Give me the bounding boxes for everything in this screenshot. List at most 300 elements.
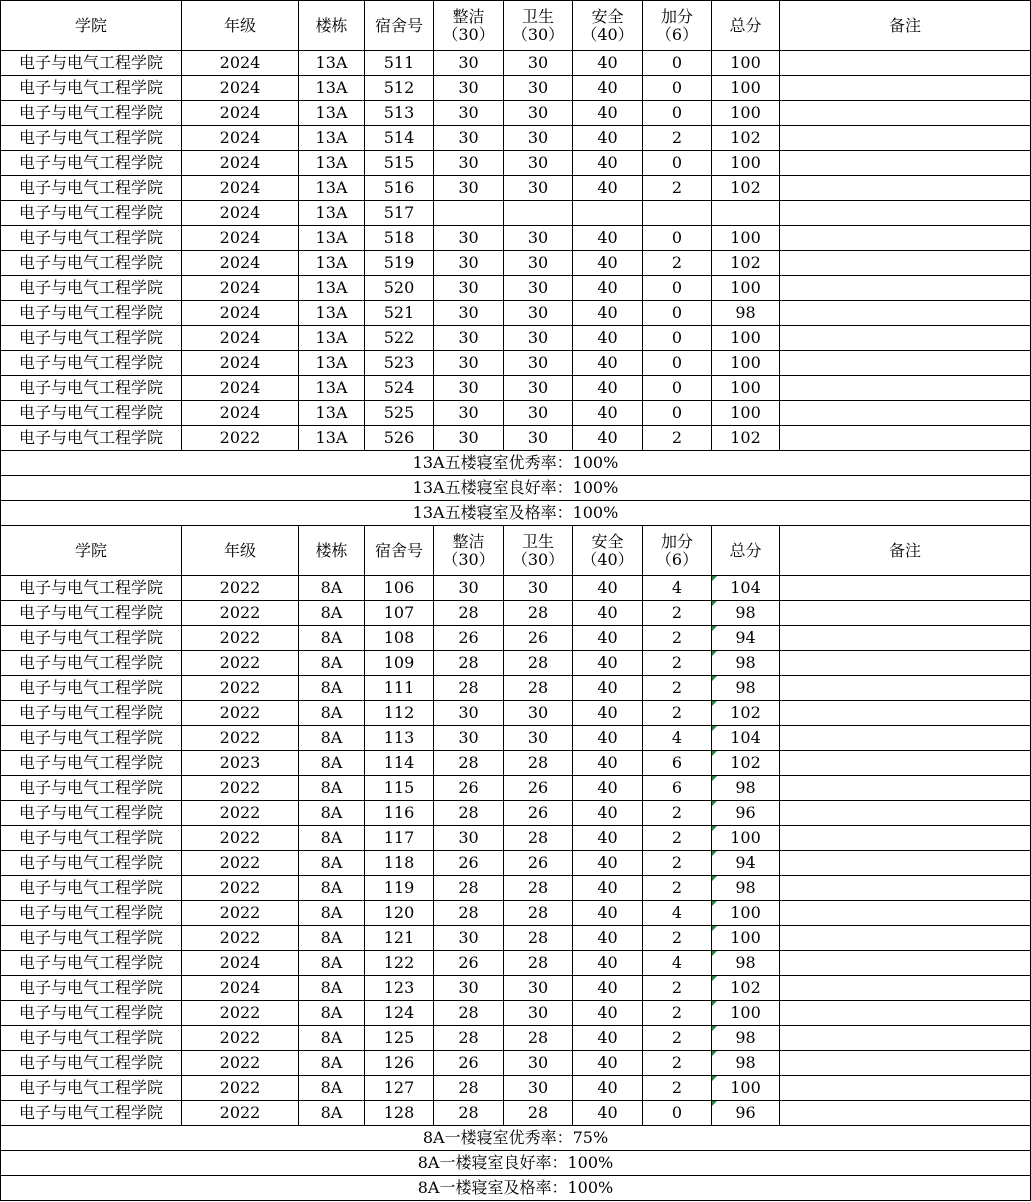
total-cell[interactable]: 102	[712, 126, 780, 151]
college-cell[interactable]: 电子与电气工程学院	[1, 401, 182, 426]
safety-cell[interactable]: 40	[573, 1076, 643, 1101]
grade-cell[interactable]: 2022	[182, 701, 299, 726]
building-cell[interactable]: 13A	[299, 151, 365, 176]
total-cell[interactable]: 96	[712, 1101, 780, 1126]
hygiene-cell[interactable]: 26	[504, 851, 573, 876]
room-cell[interactable]: 116	[365, 801, 434, 826]
tidy-cell[interactable]: 30	[434, 151, 504, 176]
hygiene-cell[interactable]: 28	[504, 751, 573, 776]
college-cell[interactable]: 电子与电气工程学院	[1, 826, 182, 851]
tidy-cell[interactable]: 30	[434, 401, 504, 426]
college-cell[interactable]: 电子与电气工程学院	[1, 176, 182, 201]
summary-cell[interactable]: 13A五楼寝室良好率：100%	[1, 476, 1031, 501]
grade-cell[interactable]: 2024	[182, 301, 299, 326]
header-tidy[interactable]	[434, 1, 504, 51]
building-cell[interactable]: 8A	[299, 1001, 365, 1026]
grade-cell[interactable]: 2022	[182, 1101, 299, 1126]
building-cell[interactable]: 8A	[299, 1026, 365, 1051]
hygiene-cell[interactable]: 30	[504, 326, 573, 351]
college-cell[interactable]: 电子与电气工程学院	[1, 1101, 182, 1126]
college-cell[interactable]: 电子与电气工程学院	[1, 251, 182, 276]
grade-cell[interactable]: 2022	[182, 626, 299, 651]
building-cell[interactable]: 13A	[299, 376, 365, 401]
building-cell[interactable]: 13A	[299, 101, 365, 126]
header-safety[interactable]	[573, 526, 643, 576]
building-cell[interactable]: 13A	[299, 126, 365, 151]
room-cell[interactable]: 114	[365, 751, 434, 776]
tidy-cell[interactable]: 30	[434, 826, 504, 851]
college-cell[interactable]: 电子与电气工程学院	[1, 326, 182, 351]
bonus-cell[interactable]: 6	[643, 776, 712, 801]
safety-cell[interactable]: 40	[573, 276, 643, 301]
bonus-cell[interactable]: 0	[643, 151, 712, 176]
room-cell[interactable]: 118	[365, 851, 434, 876]
grade-cell[interactable]: 2022	[182, 1001, 299, 1026]
hygiene-cell[interactable]: 28	[504, 676, 573, 701]
remark-cell[interactable]	[780, 1051, 1031, 1076]
building-cell[interactable]: 8A	[299, 1051, 365, 1076]
bonus-cell[interactable]: 0	[643, 351, 712, 376]
college-cell[interactable]: 电子与电气工程学院	[1, 901, 182, 926]
tidy-cell[interactable]: 30	[434, 926, 504, 951]
total-cell[interactable]: 100	[712, 351, 780, 376]
grade-cell[interactable]: 2024	[182, 151, 299, 176]
grade-cell[interactable]: 2024	[182, 126, 299, 151]
header-room[interactable]: 宿舍号	[365, 1, 434, 51]
room-cell[interactable]: 526	[365, 426, 434, 451]
safety-cell[interactable]: 40	[573, 626, 643, 651]
room-cell[interactable]: 518	[365, 226, 434, 251]
building-cell[interactable]: 13A	[299, 226, 365, 251]
hygiene-cell[interactable]: 30	[504, 151, 573, 176]
remark-cell[interactable]	[780, 176, 1031, 201]
hygiene-cell[interactable]: 26	[504, 776, 573, 801]
grade-cell[interactable]: 2024	[182, 51, 299, 76]
bonus-cell[interactable]: 0	[643, 376, 712, 401]
hygiene-cell[interactable]: 30	[504, 126, 573, 151]
hygiene-cell[interactable]: 30	[504, 276, 573, 301]
room-cell[interactable]: 108	[365, 626, 434, 651]
remark-cell[interactable]	[780, 576, 1031, 601]
building-cell[interactable]: 8A	[299, 901, 365, 926]
remark-cell[interactable]	[780, 76, 1031, 101]
safety-cell[interactable]: 40	[573, 751, 643, 776]
grade-cell[interactable]: 2024	[182, 201, 299, 226]
room-cell[interactable]: 512	[365, 76, 434, 101]
tidy-cell[interactable]: 30	[434, 101, 504, 126]
total-cell[interactable]: 100	[712, 101, 780, 126]
grade-cell[interactable]: 2022	[182, 1076, 299, 1101]
grade-cell[interactable]: 2024	[182, 76, 299, 101]
tidy-cell[interactable]: 30	[434, 701, 504, 726]
hygiene-cell[interactable]: 28	[504, 876, 573, 901]
safety-cell[interactable]: 40	[573, 676, 643, 701]
tidy-cell[interactable]: 28	[434, 676, 504, 701]
room-cell[interactable]: 128	[365, 1101, 434, 1126]
tidy-cell[interactable]: 28	[434, 801, 504, 826]
hygiene-cell[interactable]: 28	[504, 601, 573, 626]
total-cell[interactable]: 102	[712, 176, 780, 201]
remark-cell[interactable]	[780, 101, 1031, 126]
header-college[interactable]: 学院	[1, 526, 182, 576]
safety-cell[interactable]: 40	[573, 376, 643, 401]
safety-cell[interactable]: 40	[573, 876, 643, 901]
remark-cell[interactable]	[780, 801, 1031, 826]
college-cell[interactable]: 电子与电气工程学院	[1, 1001, 182, 1026]
total-cell[interactable]: 100	[712, 1001, 780, 1026]
remark-cell[interactable]	[780, 1026, 1031, 1051]
tidy-cell[interactable]: 28	[434, 901, 504, 926]
building-cell[interactable]: 8A	[299, 701, 365, 726]
hygiene-cell[interactable]: 30	[504, 251, 573, 276]
safety-cell[interactable]: 40	[573, 326, 643, 351]
grade-cell[interactable]: 2024	[182, 101, 299, 126]
grade-cell[interactable]: 2024	[182, 226, 299, 251]
building-cell[interactable]: 13A	[299, 51, 365, 76]
header-bonus[interactable]	[643, 526, 712, 576]
tidy-cell[interactable]: 30	[434, 976, 504, 1001]
hygiene-cell[interactable]: 30	[504, 1051, 573, 1076]
building-cell[interactable]: 13A	[299, 276, 365, 301]
remark-cell[interactable]	[780, 876, 1031, 901]
remark-cell[interactable]	[780, 376, 1031, 401]
room-cell[interactable]: 106	[365, 576, 434, 601]
tidy-cell[interactable]: 28	[434, 1026, 504, 1051]
safety-cell[interactable]: 40	[573, 351, 643, 376]
bonus-cell[interactable]: 4	[643, 901, 712, 926]
header-hygiene[interactable]	[504, 526, 573, 576]
tidy-cell[interactable]: 30	[434, 376, 504, 401]
bonus-cell[interactable]: 2	[643, 126, 712, 151]
remark-cell[interactable]	[780, 676, 1031, 701]
bonus-cell[interactable]: 0	[643, 101, 712, 126]
college-cell[interactable]: 电子与电气工程学院	[1, 776, 182, 801]
room-cell[interactable]: 113	[365, 726, 434, 751]
header-tidy[interactable]	[434, 526, 504, 576]
total-cell[interactable]: 100	[712, 901, 780, 926]
header-building[interactable]: 楼栋	[299, 1, 365, 51]
room-cell[interactable]: 111	[365, 676, 434, 701]
building-cell[interactable]: 13A	[299, 251, 365, 276]
header-room[interactable]: 宿舍号	[365, 526, 434, 576]
remark-cell[interactable]	[780, 776, 1031, 801]
hygiene-cell[interactable]: 30	[504, 376, 573, 401]
total-cell[interactable]: 98	[712, 601, 780, 626]
total-cell[interactable]	[712, 201, 780, 226]
building-cell[interactable]: 13A	[299, 401, 365, 426]
tidy-cell[interactable]: 30	[434, 351, 504, 376]
safety-cell[interactable]: 40	[573, 301, 643, 326]
remark-cell[interactable]	[780, 701, 1031, 726]
grade-cell[interactable]: 2022	[182, 926, 299, 951]
bonus-cell[interactable]: 0	[643, 401, 712, 426]
college-cell[interactable]: 电子与电气工程学院	[1, 876, 182, 901]
tidy-cell[interactable]: 26	[434, 626, 504, 651]
grade-cell[interactable]: 2022	[182, 726, 299, 751]
total-cell[interactable]: 102	[712, 751, 780, 776]
bonus-cell[interactable]: 2	[643, 851, 712, 876]
tidy-cell[interactable]: 26	[434, 851, 504, 876]
building-cell[interactable]: 8A	[299, 601, 365, 626]
tidy-cell[interactable]: 28	[434, 876, 504, 901]
building-cell[interactable]: 8A	[299, 976, 365, 1001]
tidy-cell[interactable]: 30	[434, 226, 504, 251]
bonus-cell[interactable]: 2	[643, 976, 712, 1001]
bonus-cell[interactable]: 0	[643, 1101, 712, 1126]
total-cell[interactable]: 100	[712, 326, 780, 351]
total-cell[interactable]: 102	[712, 701, 780, 726]
tidy-cell[interactable]: 30	[434, 426, 504, 451]
room-cell[interactable]: 515	[365, 151, 434, 176]
college-cell[interactable]: 电子与电气工程学院	[1, 1076, 182, 1101]
building-cell[interactable]: 8A	[299, 1101, 365, 1126]
bonus-cell[interactable]: 2	[643, 626, 712, 651]
total-cell[interactable]: 100	[712, 926, 780, 951]
bonus-cell[interactable]: 2	[643, 1051, 712, 1076]
remark-cell[interactable]	[780, 651, 1031, 676]
tidy-cell[interactable]: 28	[434, 601, 504, 626]
building-cell[interactable]: 8A	[299, 1076, 365, 1101]
room-cell[interactable]: 121	[365, 926, 434, 951]
remark-cell[interactable]	[780, 301, 1031, 326]
hygiene-cell[interactable]: 28	[504, 651, 573, 676]
building-cell[interactable]: 13A	[299, 176, 365, 201]
room-cell[interactable]: 126	[365, 1051, 434, 1076]
building-cell[interactable]: 8A	[299, 951, 365, 976]
remark-cell[interactable]	[780, 326, 1031, 351]
room-cell[interactable]: 513	[365, 101, 434, 126]
total-cell[interactable]: 98	[712, 951, 780, 976]
header-safety[interactable]	[573, 1, 643, 51]
room-cell[interactable]: 117	[365, 826, 434, 851]
room-cell[interactable]: 514	[365, 126, 434, 151]
bonus-cell[interactable]: 2	[643, 676, 712, 701]
hygiene-cell[interactable]: 28	[504, 1026, 573, 1051]
tidy-cell[interactable]: 26	[434, 1051, 504, 1076]
safety-cell[interactable]: 40	[573, 151, 643, 176]
safety-cell[interactable]: 40	[573, 176, 643, 201]
grade-cell[interactable]: 2022	[182, 426, 299, 451]
bonus-cell[interactable]: 2	[643, 826, 712, 851]
hygiene-cell[interactable]: 30	[504, 101, 573, 126]
bonus-cell[interactable]: 2	[643, 601, 712, 626]
room-cell[interactable]: 120	[365, 901, 434, 926]
building-cell[interactable]: 13A	[299, 201, 365, 226]
remark-cell[interactable]	[780, 901, 1031, 926]
safety-cell[interactable]: 40	[573, 576, 643, 601]
room-cell[interactable]: 511	[365, 51, 434, 76]
grade-cell[interactable]: 2022	[182, 801, 299, 826]
header-remark[interactable]: 备注	[780, 526, 1031, 576]
tidy-cell[interactable]: 26	[434, 776, 504, 801]
grade-cell[interactable]: 2023	[182, 751, 299, 776]
room-cell[interactable]: 516	[365, 176, 434, 201]
remark-cell[interactable]	[780, 426, 1031, 451]
bonus-cell[interactable]: 2	[643, 176, 712, 201]
remark-cell[interactable]	[780, 751, 1031, 776]
college-cell[interactable]: 电子与电气工程学院	[1, 351, 182, 376]
remark-cell[interactable]	[780, 601, 1031, 626]
hygiene-cell[interactable]: 30	[504, 76, 573, 101]
building-cell[interactable]: 8A	[299, 826, 365, 851]
safety-cell[interactable]: 40	[573, 601, 643, 626]
bonus-cell[interactable]: 2	[643, 651, 712, 676]
tidy-cell[interactable]: 28	[434, 651, 504, 676]
total-cell[interactable]: 100	[712, 376, 780, 401]
grade-cell[interactable]: 2024	[182, 351, 299, 376]
remark-cell[interactable]	[780, 401, 1031, 426]
building-cell[interactable]: 8A	[299, 626, 365, 651]
college-cell[interactable]: 电子与电气工程学院	[1, 801, 182, 826]
remark-cell[interactable]	[780, 51, 1031, 76]
college-cell[interactable]: 电子与电气工程学院	[1, 1026, 182, 1051]
bonus-cell[interactable]: 4	[643, 951, 712, 976]
building-cell[interactable]: 8A	[299, 776, 365, 801]
tidy-cell[interactable]: 30	[434, 176, 504, 201]
hygiene-cell[interactable]: 30	[504, 176, 573, 201]
tidy-cell[interactable]: 30	[434, 301, 504, 326]
hygiene-cell[interactable]: 28	[504, 926, 573, 951]
total-cell[interactable]: 98	[712, 776, 780, 801]
bonus-cell[interactable]: 0	[643, 51, 712, 76]
remark-cell[interactable]	[780, 1001, 1031, 1026]
room-cell[interactable]: 522	[365, 326, 434, 351]
college-cell[interactable]: 电子与电气工程学院	[1, 576, 182, 601]
room-cell[interactable]: 124	[365, 1001, 434, 1026]
room-cell[interactable]: 109	[365, 651, 434, 676]
hygiene-cell[interactable]: 30	[504, 1076, 573, 1101]
safety-cell[interactable]: 40	[573, 1026, 643, 1051]
safety-cell[interactable]: 40	[573, 851, 643, 876]
summary-cell[interactable]: 13A五楼寝室优秀率：100%	[1, 451, 1031, 476]
tidy-cell[interactable]	[434, 201, 504, 226]
summary-cell[interactable]: 8A一楼寝室及格率：100%	[1, 1176, 1031, 1201]
tidy-cell[interactable]: 28	[434, 751, 504, 776]
hygiene-cell[interactable]: 30	[504, 701, 573, 726]
building-cell[interactable]: 8A	[299, 851, 365, 876]
college-cell[interactable]: 电子与电气工程学院	[1, 76, 182, 101]
hygiene-cell[interactable]: 30	[504, 301, 573, 326]
total-cell[interactable]: 98	[712, 676, 780, 701]
bonus-cell[interactable]: 0	[643, 76, 712, 101]
room-cell[interactable]: 112	[365, 701, 434, 726]
bonus-cell[interactable]: 2	[643, 426, 712, 451]
hygiene-cell[interactable]: 26	[504, 626, 573, 651]
bonus-cell[interactable]: 4	[643, 576, 712, 601]
safety-cell[interactable]: 40	[573, 976, 643, 1001]
total-cell[interactable]: 98	[712, 1051, 780, 1076]
grade-cell[interactable]: 2024	[182, 276, 299, 301]
remark-cell[interactable]	[780, 1101, 1031, 1126]
remark-cell[interactable]	[780, 826, 1031, 851]
total-cell[interactable]: 102	[712, 426, 780, 451]
total-cell[interactable]: 102	[712, 976, 780, 1001]
college-cell[interactable]: 电子与电气工程学院	[1, 101, 182, 126]
room-cell[interactable]: 520	[365, 276, 434, 301]
room-cell[interactable]: 127	[365, 1076, 434, 1101]
bonus-cell[interactable]: 2	[643, 926, 712, 951]
college-cell[interactable]: 电子与电气工程学院	[1, 126, 182, 151]
college-cell[interactable]: 电子与电气工程学院	[1, 376, 182, 401]
summary-cell[interactable]: 8A一楼寝室良好率：100%	[1, 1151, 1031, 1176]
bonus-cell[interactable]: 4	[643, 726, 712, 751]
building-cell[interactable]: 8A	[299, 726, 365, 751]
total-cell[interactable]: 94	[712, 626, 780, 651]
hygiene-cell[interactable]: 30	[504, 726, 573, 751]
college-cell[interactable]: 电子与电气工程学院	[1, 726, 182, 751]
safety-cell[interactable]: 40	[573, 826, 643, 851]
safety-cell[interactable]: 40	[573, 901, 643, 926]
total-cell[interactable]: 100	[712, 826, 780, 851]
bonus-cell[interactable]: 0	[643, 276, 712, 301]
building-cell[interactable]: 8A	[299, 651, 365, 676]
header-total[interactable]: 总分	[712, 526, 780, 576]
grade-cell[interactable]: 2024	[182, 951, 299, 976]
summary-cell[interactable]: 13A五楼寝室及格率：100%	[1, 501, 1031, 526]
room-cell[interactable]: 107	[365, 601, 434, 626]
bonus-cell[interactable]: 2	[643, 1026, 712, 1051]
room-cell[interactable]: 123	[365, 976, 434, 1001]
hygiene-cell[interactable]: 28	[504, 1101, 573, 1126]
grade-cell[interactable]: 2024	[182, 251, 299, 276]
safety-cell[interactable]: 40	[573, 1101, 643, 1126]
grade-cell[interactable]: 2024	[182, 326, 299, 351]
remark-cell[interactable]	[780, 226, 1031, 251]
college-cell[interactable]: 电子与电气工程学院	[1, 751, 182, 776]
total-cell[interactable]: 98	[712, 1026, 780, 1051]
grade-cell[interactable]: 2022	[182, 576, 299, 601]
remark-cell[interactable]	[780, 951, 1031, 976]
total-cell[interactable]: 100	[712, 1076, 780, 1101]
remark-cell[interactable]	[780, 126, 1031, 151]
tidy-cell[interactable]: 30	[434, 251, 504, 276]
room-cell[interactable]: 115	[365, 776, 434, 801]
building-cell[interactable]: 13A	[299, 301, 365, 326]
remark-cell[interactable]	[780, 1076, 1031, 1101]
safety-cell[interactable]	[573, 201, 643, 226]
bonus-cell[interactable]: 2	[643, 1076, 712, 1101]
total-cell[interactable]: 102	[712, 251, 780, 276]
bonus-cell[interactable]: 2	[643, 801, 712, 826]
grade-cell[interactable]: 2024	[182, 401, 299, 426]
safety-cell[interactable]: 40	[573, 801, 643, 826]
total-cell[interactable]: 94	[712, 851, 780, 876]
room-cell[interactable]: 125	[365, 1026, 434, 1051]
building-cell[interactable]: 8A	[299, 751, 365, 776]
building-cell[interactable]: 13A	[299, 426, 365, 451]
college-cell[interactable]: 电子与电气工程学院	[1, 1051, 182, 1076]
room-cell[interactable]: 524	[365, 376, 434, 401]
building-cell[interactable]: 8A	[299, 576, 365, 601]
college-cell[interactable]: 电子与电气工程学院	[1, 926, 182, 951]
building-cell[interactable]: 13A	[299, 76, 365, 101]
building-cell[interactable]: 8A	[299, 926, 365, 951]
safety-cell[interactable]: 40	[573, 126, 643, 151]
remark-cell[interactable]	[780, 626, 1031, 651]
total-cell[interactable]: 100	[712, 51, 780, 76]
tidy-cell[interactable]: 28	[434, 1101, 504, 1126]
bonus-cell[interactable]: 0	[643, 326, 712, 351]
building-cell[interactable]: 13A	[299, 351, 365, 376]
building-cell[interactable]: 8A	[299, 876, 365, 901]
safety-cell[interactable]: 40	[573, 51, 643, 76]
remark-cell[interactable]	[780, 976, 1031, 1001]
hygiene-cell[interactable]: 26	[504, 801, 573, 826]
total-cell[interactable]: 98	[712, 876, 780, 901]
college-cell[interactable]: 电子与电气工程学院	[1, 651, 182, 676]
safety-cell[interactable]: 40	[573, 226, 643, 251]
bonus-cell[interactable]: 2	[643, 701, 712, 726]
